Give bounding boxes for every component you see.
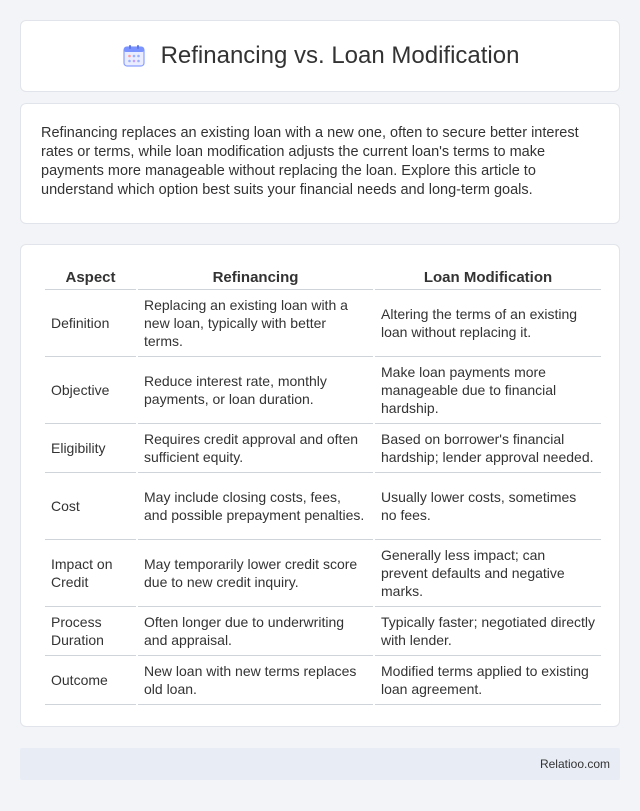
cell-aspect: Cost	[45, 473, 136, 540]
cell-modification: Usually lower costs, sometimes no fees.	[375, 473, 601, 540]
comparison-table	[43, 265, 603, 705]
table-row	[45, 473, 601, 540]
table-row	[45, 540, 601, 607]
cell-aspect: Outcome	[45, 656, 136, 705]
cell-aspect: Impact on Credit	[45, 540, 136, 607]
cell-refinancing: Replacing an existing loan with a new loan, typically with better terms.	[138, 290, 373, 357]
table-row	[45, 357, 601, 424]
cell-modification: Altering the terms of an existing loan without replacing it.	[375, 290, 601, 357]
table-row	[45, 656, 601, 705]
footer	[20, 748, 620, 780]
comparison-table-card	[20, 244, 620, 727]
cell-modification: Make loan payments more manageable due to financial hardship.	[375, 357, 601, 424]
cell-modification: Generally less impact; can prevent defaults and negative marks.	[375, 540, 601, 607]
cell-aspect: Process Duration	[45, 607, 136, 656]
cell-refinancing: New loan with new terms replaces old loan.	[138, 656, 373, 705]
cell-refinancing: May include closing costs, fees, and possible prepayment penalties.	[138, 473, 373, 540]
table-header-row	[45, 265, 601, 290]
header-refinancing: Refinancing	[138, 265, 373, 290]
cell-refinancing: Often longer due to underwriting and appraisal.	[138, 607, 373, 656]
cell-aspect: Objective	[45, 357, 136, 424]
table-row	[45, 424, 601, 473]
title-card	[20, 20, 620, 92]
table-row	[45, 290, 601, 357]
cell-aspect: Definition	[45, 290, 136, 357]
cell-refinancing: May temporarily lower credit score due to new credit inquiry.	[138, 540, 373, 607]
page-title: Refinancing vs. Loan Modification	[160, 42, 520, 69]
cell-refinancing: Reduce interest rate, monthly payments, or loan duration.	[138, 357, 373, 424]
cell-aspect: Eligibility	[45, 424, 136, 473]
footer-brand: Relatioo.com	[539, 757, 610, 771]
cell-refinancing: Requires credit approval and often sufficient equity.	[138, 424, 373, 473]
header-loan-modification: Loan Modification	[375, 265, 601, 290]
header-aspect: Aspect	[45, 265, 136, 290]
cell-modification: Based on borrower's financial hardship; lender approval needed.	[375, 424, 601, 473]
calendar-icon	[121, 43, 147, 69]
cell-modification: Modified terms applied to existing loan agreement.	[375, 656, 601, 705]
intro-card	[20, 103, 620, 224]
cell-modification: Typically faster; negotiated directly with lender.	[375, 607, 601, 656]
table-row	[45, 607, 601, 656]
intro-text: Refinancing replaces an existing loan with a new one, often to secure better interest rates or terms, while loan modification adjusts the current loan's terms to make payments more manageable without replacing the loan. Explore this article to understand which option best suits your financial needs and long-term goals.	[41, 125, 579, 198]
